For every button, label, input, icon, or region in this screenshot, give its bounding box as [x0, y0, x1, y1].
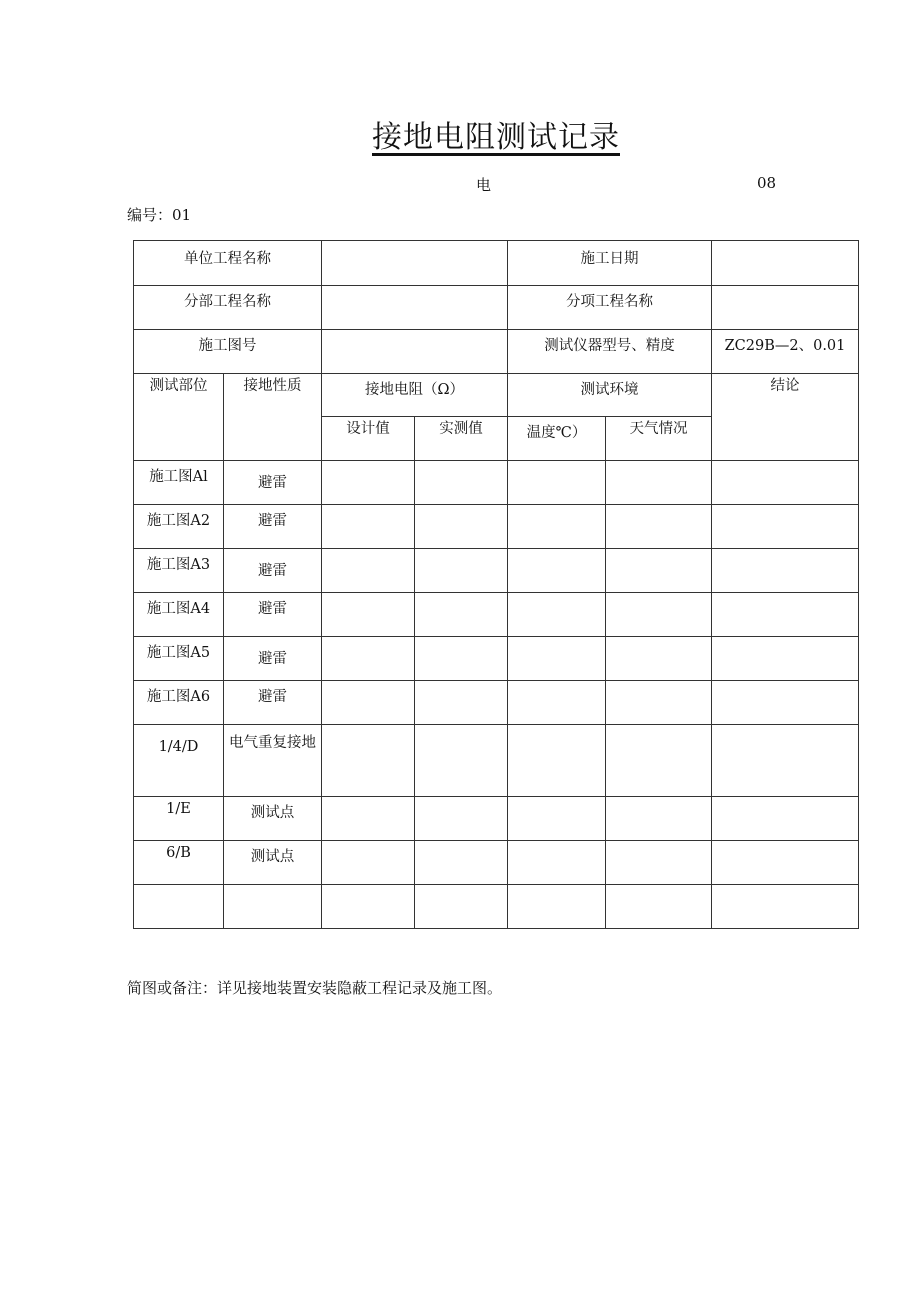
- row-design[interactable]: [322, 841, 415, 885]
- row-design[interactable]: [322, 549, 415, 593]
- row-location: 1/4/D: [134, 725, 224, 797]
- row-conclusion[interactable]: [712, 637, 859, 681]
- table-row: [134, 681, 859, 725]
- instrument-value[interactable]: ZC29B—2、0.01: [712, 330, 859, 374]
- row-temp[interactable]: [508, 725, 606, 797]
- row-measured[interactable]: [415, 549, 508, 593]
- row-measured[interactable]: [415, 885, 508, 929]
- construction-date-value[interactable]: [712, 241, 859, 286]
- row-type: 测试点: [224, 841, 322, 885]
- row-location[interactable]: [134, 885, 224, 929]
- row-design[interactable]: [322, 725, 415, 797]
- row-location: 施工图A5: [134, 637, 224, 681]
- row-type: 避雷: [224, 549, 322, 593]
- row-measured[interactable]: [415, 461, 508, 505]
- row-conclusion[interactable]: [712, 841, 859, 885]
- row-conclusion[interactable]: [712, 549, 859, 593]
- row-type: 避雷: [224, 637, 322, 681]
- row-conclusion[interactable]: [712, 725, 859, 797]
- row-weather[interactable]: [606, 593, 712, 637]
- sub-project-value[interactable]: [322, 286, 508, 330]
- col-conclusion: 结论: [712, 374, 859, 461]
- row-temp[interactable]: [508, 593, 606, 637]
- row-location: 6/B: [134, 841, 224, 885]
- table-row: [134, 505, 859, 549]
- table-row: [134, 885, 859, 929]
- row-measured[interactable]: [415, 725, 508, 797]
- row-temp[interactable]: [508, 505, 606, 549]
- row-location: 施工图A6: [134, 681, 224, 725]
- row-temp[interactable]: [508, 841, 606, 885]
- row-design[interactable]: [322, 885, 415, 929]
- row-location: 1/E: [134, 797, 224, 841]
- row-design[interactable]: [322, 637, 415, 681]
- row-location: 施工图A2: [134, 505, 224, 549]
- row-location: 施工图A3: [134, 549, 224, 593]
- table-row: [134, 461, 859, 505]
- col-weather: 天气情况: [606, 417, 712, 461]
- drawing-no-value[interactable]: [322, 330, 508, 374]
- row-type: 避雷: [224, 505, 322, 549]
- row-conclusion[interactable]: [712, 593, 859, 637]
- col-temperature: 温度℃）: [508, 417, 606, 461]
- row-weather[interactable]: [606, 637, 712, 681]
- row-type: 避雷: [224, 681, 322, 725]
- row-temp[interactable]: [508, 549, 606, 593]
- remarks: 简图或备注：详见接地装置安装隐蔽工程记录及施工图。: [127, 979, 503, 997]
- table-row: [134, 725, 859, 797]
- row-weather[interactable]: [606, 549, 712, 593]
- row-design[interactable]: [322, 461, 415, 505]
- row-type: 测试点: [224, 797, 322, 841]
- item-project-label: 分项工程名称: [508, 286, 712, 330]
- construction-date-label: 施工日期: [508, 241, 712, 286]
- item-project-value[interactable]: [712, 286, 859, 330]
- form-number: 08: [757, 174, 777, 192]
- col-resistance-group: 接地电阻（Ω）: [322, 374, 508, 417]
- row-type: 避雷: [224, 593, 322, 637]
- row-location: 施工图Al: [134, 461, 224, 505]
- category-label: 电: [476, 176, 492, 194]
- unit-project-value[interactable]: [322, 241, 508, 286]
- row-weather[interactable]: [606, 885, 712, 929]
- row-type: 避雷: [224, 461, 322, 505]
- row-temp[interactable]: [508, 797, 606, 841]
- row-conclusion[interactable]: [712, 885, 859, 929]
- row-design[interactable]: [322, 797, 415, 841]
- instrument-label: 测试仪器型号、精度: [508, 330, 712, 374]
- row-temp[interactable]: [508, 637, 606, 681]
- row-design[interactable]: [322, 593, 415, 637]
- row-measured[interactable]: [415, 841, 508, 885]
- row-type[interactable]: [224, 885, 322, 929]
- table-row: [134, 797, 859, 841]
- row-measured[interactable]: [415, 797, 508, 841]
- row-weather[interactable]: [606, 841, 712, 885]
- row-design[interactable]: [322, 681, 415, 725]
- col-grounding-type: 接地性质: [224, 374, 322, 461]
- col-design-value: 设计值: [322, 417, 415, 461]
- table-row: [134, 841, 859, 885]
- col-test-location: 测试部位: [134, 374, 224, 461]
- sub-project-label: 分部工程名称: [134, 286, 322, 330]
- grounding-test-table: [133, 240, 859, 929]
- table-row: [134, 637, 859, 681]
- record-code: 编号：01: [127, 206, 192, 224]
- row-temp[interactable]: [508, 885, 606, 929]
- table-row: [134, 549, 859, 593]
- row-conclusion[interactable]: [712, 461, 859, 505]
- page-title: 接地电阻测试记录: [372, 120, 620, 155]
- row-conclusion[interactable]: [712, 797, 859, 841]
- drawing-no-label: 施工图号: [134, 330, 322, 374]
- row-location: 施工图A4: [134, 593, 224, 637]
- row-measured[interactable]: [415, 681, 508, 725]
- row-temp[interactable]: [508, 461, 606, 505]
- col-measured-value: 实测值: [415, 417, 508, 461]
- row-weather[interactable]: [606, 725, 712, 797]
- table-row: [134, 593, 859, 637]
- row-weather[interactable]: [606, 797, 712, 841]
- row-type: 电气重复接地: [224, 725, 322, 797]
- row-temp[interactable]: [508, 681, 606, 725]
- row-weather[interactable]: [606, 505, 712, 549]
- row-measured[interactable]: [415, 637, 508, 681]
- row-measured[interactable]: [415, 505, 508, 549]
- row-design[interactable]: [322, 505, 415, 549]
- row-conclusion[interactable]: [712, 505, 859, 549]
- row-weather[interactable]: [606, 461, 712, 505]
- row-measured[interactable]: [415, 593, 508, 637]
- row-conclusion[interactable]: [712, 681, 859, 725]
- row-weather[interactable]: [606, 681, 712, 725]
- unit-project-label: 单位工程名称: [134, 241, 322, 286]
- col-environment-group: 测试环境: [508, 374, 712, 417]
